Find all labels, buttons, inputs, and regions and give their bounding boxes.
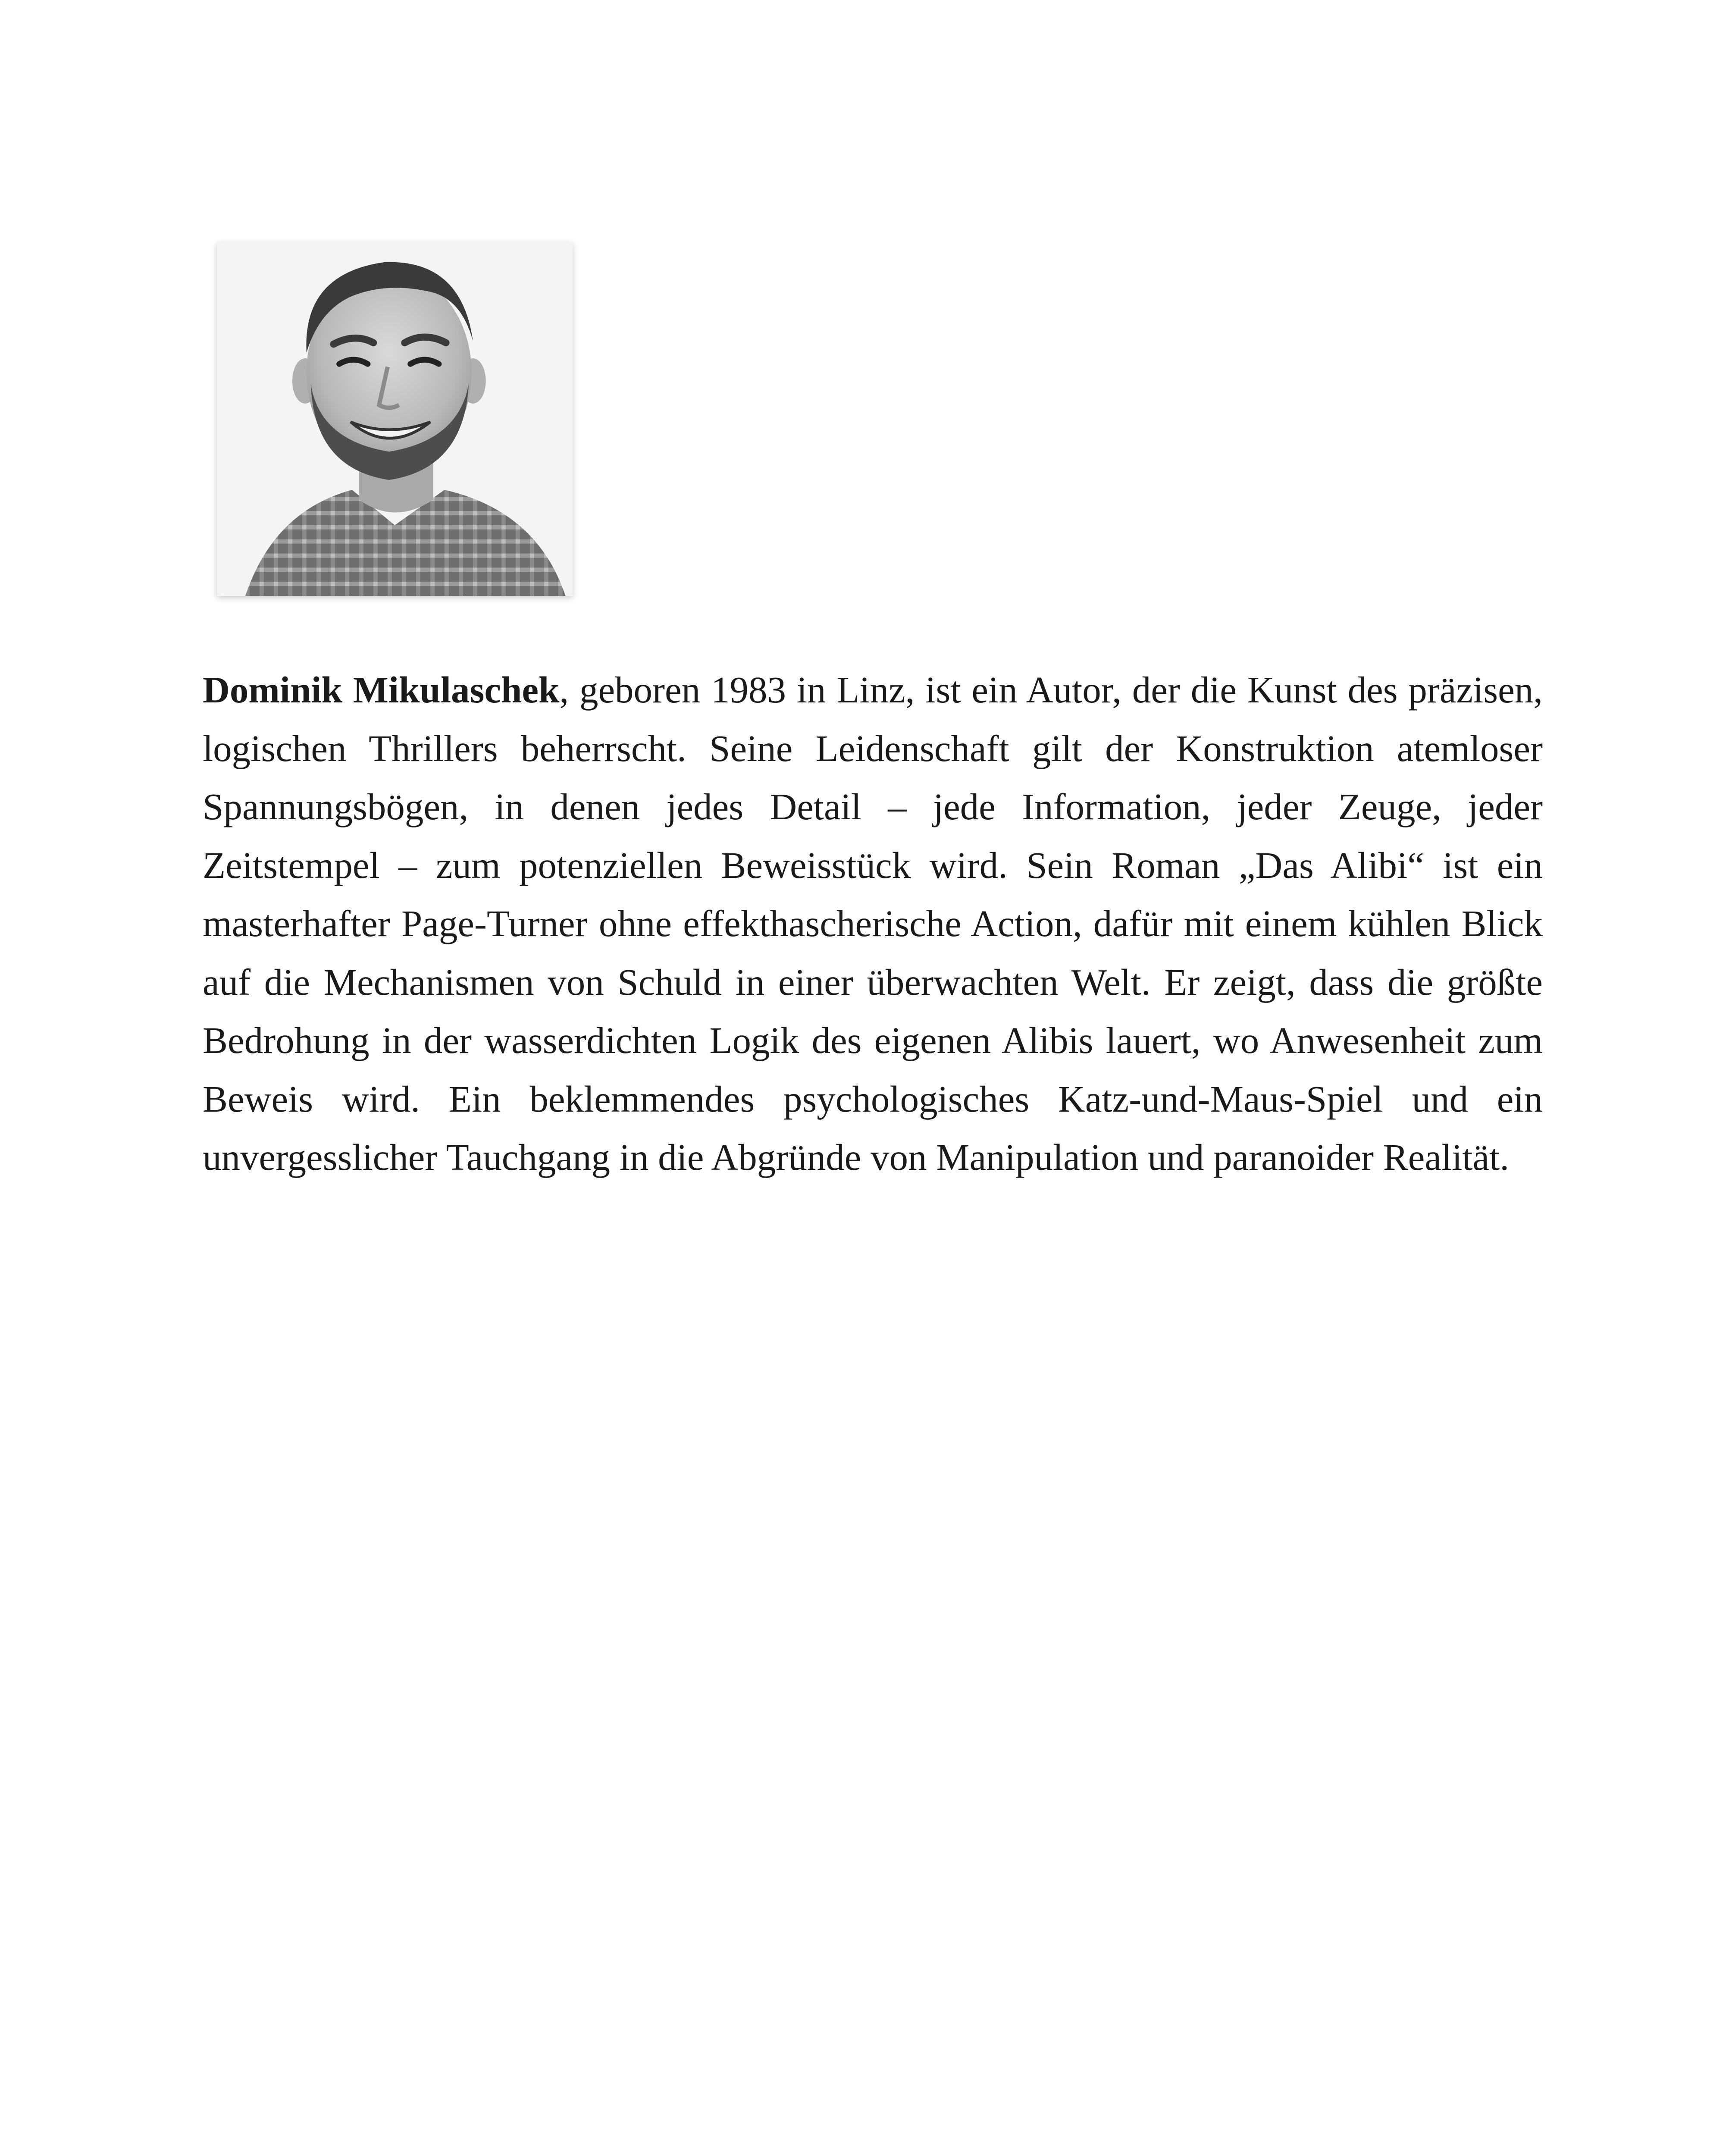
author-photo: [217, 242, 573, 596]
author-portrait-icon: [217, 242, 573, 596]
author-name: Dominik Mikulaschek: [203, 669, 560, 711]
author-biography: [203, 661, 1543, 1187]
biography-text: , geboren 1983 in Linz, ist ein Autor, der die Kunst des präzisen, logischen Thrillers beherrscht. Seine Leidenschaft gilt der Konstruktion atemloser Spannungsbögen, in denen jedes Detail – jede Information, jeder Zeuge, jeder Zeitstempel – zum potenziellen Beweisstück wird. Sein Roman „Das Alibi“ ist ein masterhafter Page-Turner ohne effekthascherische Action, dafür mit einem kühlen Blick auf die Mechanismen von Schuld in einer überwachten Welt. Er zeigt, dass die größte Bedrohung in der wasserdichten Logik des eigenen Alibis lauert, wo Anwesenheit zum Beweis wird. Ein beklemmendes psychologisches Katz-und-Maus-Spiel und ein unvergesslicher Tauchgang in die Abgründe von Manipulation und paranoider Realität.: [203, 669, 1543, 1178]
